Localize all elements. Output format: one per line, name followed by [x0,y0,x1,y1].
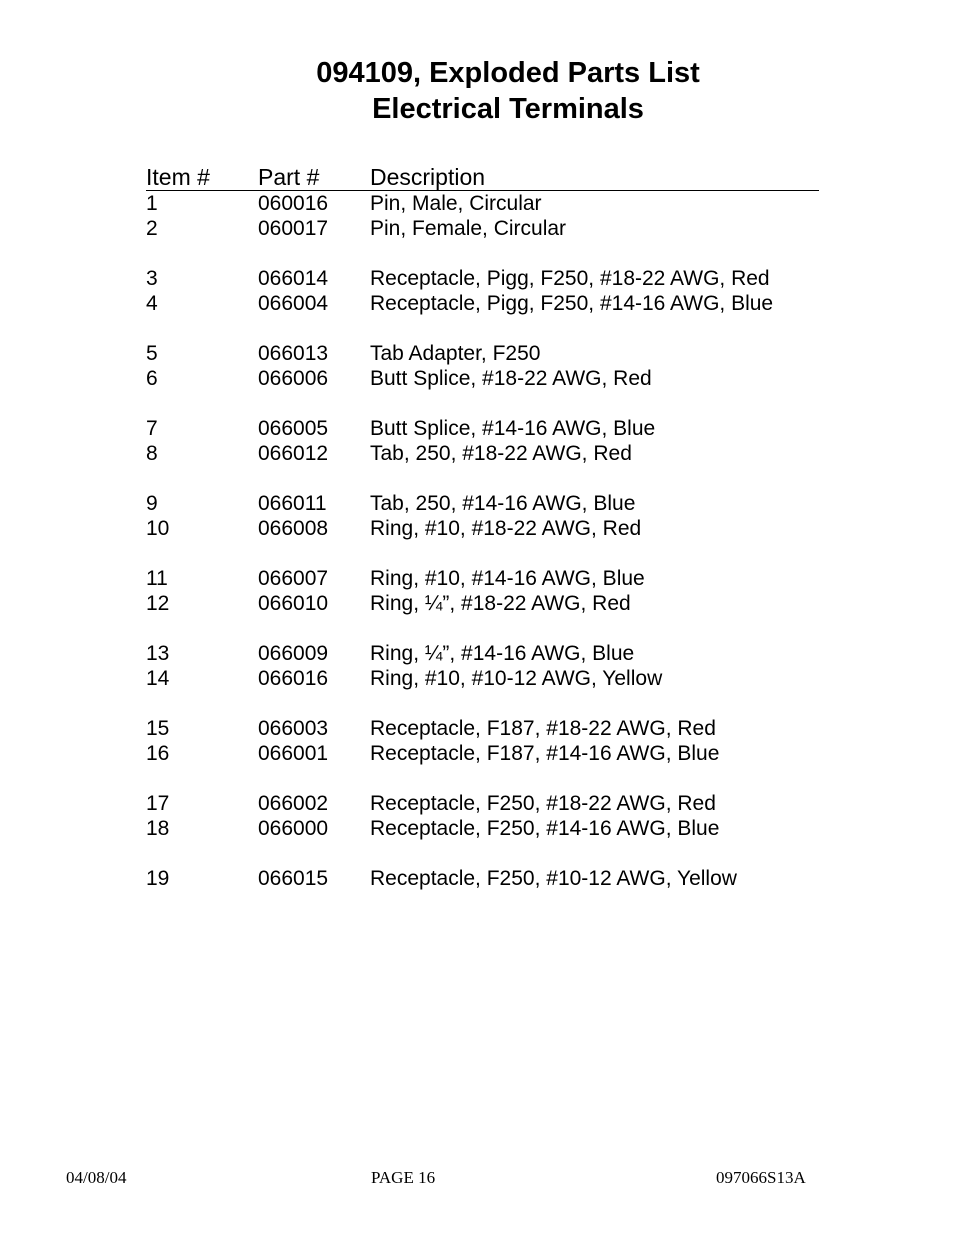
table-row [146,441,819,466]
table-row [146,816,819,841]
cell-description: Ring, ¼”, #18-22 AWG, Red [370,592,631,615]
table-header [146,163,819,191]
cell-item: 12 [146,592,170,615]
cell-item: 13 [146,642,170,665]
page-title-line-1: 094109, Exploded Parts List [316,57,700,89]
cell-item: 2 [146,217,158,240]
cell-item: 15 [146,717,170,740]
cell-description: Ring, #10, #14-16 AWG, Blue [370,567,645,590]
cell-part: 066010 [258,592,329,615]
cell-item: 1 [146,192,158,215]
cell-item: 7 [146,417,158,440]
cell-description: Receptacle, F250, #14-16 AWG, Blue [370,817,720,840]
cell-description: Ring, #10, #10-12 AWG, Yellow [370,667,663,690]
footer-page-number: PAGE 16 [371,1168,436,1187]
cell-item: 5 [146,342,158,365]
cell-description: Receptacle, F187, #14-16 AWG, Blue [370,742,720,765]
cell-description: Ring, #10, #18-22 AWG, Red [370,517,642,540]
cell-description: Ring, ¼”, #14-16 AWG, Blue [370,642,635,665]
table-row [146,866,819,891]
cell-item: 6 [146,367,158,390]
table-body [146,191,819,891]
cell-part: 066005 [258,417,329,440]
cell-description: Tab Adapter, F250 [370,342,541,365]
cell-item: 19 [146,867,170,890]
cell-part: 066009 [258,642,329,665]
header-part: Part # [258,164,320,190]
cell-item: 16 [146,742,170,765]
cell-description: Pin, Female, Circular [370,217,567,240]
cell-description: Pin, Male, Circular [370,192,542,215]
cell-description: Receptacle, F187, #18-22 AWG, Red [370,717,716,740]
cell-item: 10 [146,517,170,540]
page-title-line-2: Electrical Terminals [372,93,644,125]
cell-item: 11 [146,567,168,590]
table-row [146,291,819,316]
table-row [146,491,819,516]
cell-item: 4 [146,292,158,315]
table-row [146,716,819,741]
table-row [146,191,819,216]
header-item: Item # [146,164,210,190]
footer-date: 04/08/04 [66,1168,127,1187]
cell-part: 060017 [258,217,329,240]
cell-description: Receptacle, F250, #10-12 AWG, Yellow [370,867,737,890]
table-row [146,516,819,541]
cell-part: 066003 [258,717,329,740]
cell-part: 066002 [258,792,329,815]
cell-description: Receptacle, Pigg, F250, #14-16 AWG, Blue [370,292,774,315]
cell-description: Receptacle, Pigg, F250, #18-22 AWG, Red [370,267,770,290]
cell-part: 066015 [258,867,329,890]
cell-part: 066014 [258,267,329,290]
cell-part: 060016 [258,192,329,215]
table-row [146,591,819,616]
table-row [146,341,819,366]
table-row [146,566,819,591]
cell-description: Tab, 250, #18-22 AWG, Red [370,442,632,465]
cell-description: Butt Splice, #18-22 AWG, Red [370,367,652,390]
table-row [146,216,819,241]
table-row [146,741,819,766]
cell-part: 066000 [258,817,329,840]
footer-document-number: 097066S13A [716,1168,806,1187]
table-row [146,416,819,441]
cell-item: 9 [146,492,158,515]
cell-item: 8 [146,442,158,465]
cell-part: 066004 [258,292,329,315]
cell-description: Butt Splice, #14-16 AWG, Blue [370,417,656,440]
cell-description: Receptacle, F250, #18-22 AWG, Red [370,792,716,815]
cell-part: 066016 [258,667,329,690]
cell-part: 066011 [258,492,327,515]
cell-part: 066006 [258,367,329,390]
header-description: Description [370,164,486,190]
cell-item: 18 [146,817,170,840]
cell-part: 066007 [258,567,329,590]
table-row [146,266,819,291]
table-row [146,366,819,391]
cell-description: Tab, 250, #14-16 AWG, Blue [370,492,636,515]
cell-item: 14 [146,667,170,690]
cell-part: 066008 [258,517,329,540]
table-row [146,791,819,816]
cell-part: 066001 [258,742,329,765]
cell-item: 17 [146,792,170,815]
table-row [146,641,819,666]
parts-table [146,163,819,891]
cell-part: 066013 [258,342,329,365]
cell-item: 3 [146,267,158,290]
cell-part: 066012 [258,442,329,465]
table-row [146,666,819,691]
